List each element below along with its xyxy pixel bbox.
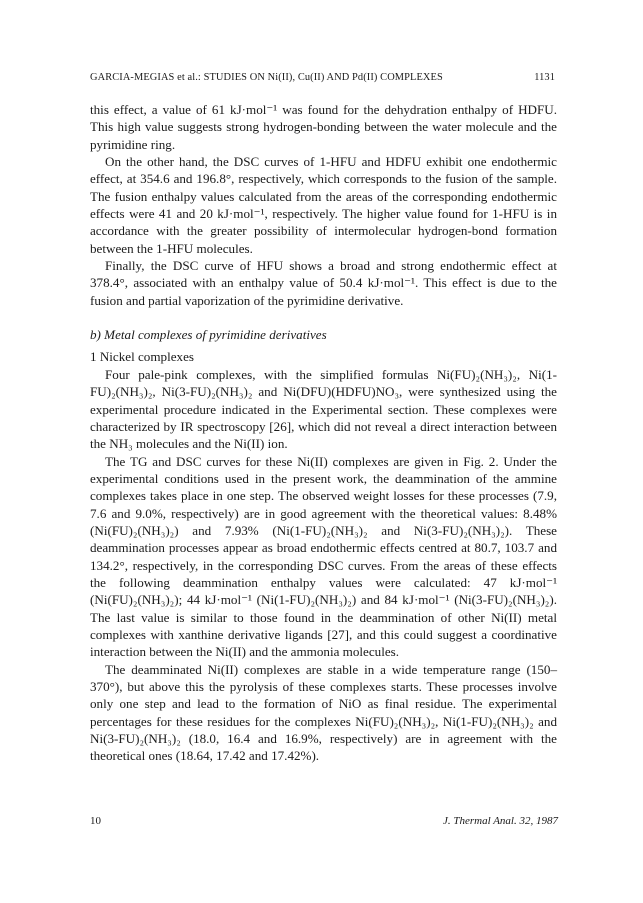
section-heading: b) Metal complexes of pyrimidine derivatives (90, 327, 327, 343)
article-body (90, 101, 557, 765)
paragraph-synthesis: Four pale-pink complexes, with the simplified formulas Ni(FU)₂(NH₃)₂, Ni(1-FU)₂(NH₃)₂, Ni(3-FU)₂(NH₃)₂ and Ni(DFU)(HDFU)NO₃, were synthesized using the experimental procedure indicated in the Experimental section. These complexes were characterized by IR spectroscopy [26], which did not reveal a direct interaction between the NH₃ molecules and the Ni(II) ion. (90, 366, 557, 452)
page-number: 1131 (534, 72, 555, 83)
running-title: GARCIA-MEGIAS et al.: STUDIES ON Ni(II), Cu(II) AND Pd(II) COMPLEXES (90, 72, 443, 83)
journal-citation: J. Thermal Anal. 32, 1987 (443, 815, 558, 827)
subsection-heading: 1 Nickel complexes (90, 349, 194, 365)
paragraph-tg-dsc: The TG and DSC curves for these Ni(II) complexes are given in Fig. 2. Under the experimental conditions used in the present work, the deammination of the ammine complexes takes place in one step. The observed weight losses for these processes (7.9, 7.6 and 9.0%, respectively) are in good agreement with the theoretical values: 8.48% (Ni(FU)₂(NH₃)₂) and 7.93% (Ni(1-FU)₂(NH₃)₂ and Ni(3-FU)₂(NH₃)₂). These deammination processes appear as broad endothermic effects centred at 80.7, 103.7 and 134.2°, respectively, in the corresponding DSC curves. From the areas of these effects the following deammination enthalpy values were calculated: 47 kJ·mol⁻¹ (Ni(FU)₂(NH₃)₂); 44 kJ·mol⁻¹ (Ni(1-FU)₂(NH₃)₂) and 84 kJ·mol⁻¹ (Ni(3-FU)₂(NH₃)₂). The last value is similar to those found in the deammination of other Ni(II) metal complexes with xanthine derivative ligands [27], and this could suggest a coordinative interaction between the Ni(II) and the ammonia molecules. (90, 453, 557, 660)
paragraph-pyrolysis: The deamminated Ni(II) complexes are stable in a wide temperature range (150–370°), but above this the pyrolysis of these complexes starts. These processes involve only one step and lead to the formation of NiO as final residue. The experimental percentages for these residues for the complexes Ni(FU)₂(NH₃)₂, Ni(1-FU)₂(NH₃)₂ and Ni(3-FU)₂(NH₃)₂ (18.0, 16.4 and 16.9%, respectively) are in agreement with the theoretical ones (18.64, 17.42 and 17.42%). (90, 661, 557, 764)
running-header (90, 72, 555, 83)
page-footer (90, 815, 558, 827)
paragraph-hfu: Finally, the DSC curve of HFU shows a broad and strong endothermic effect at 378.4°, associated with an enthalpy value of 50.4 kJ·mol⁻¹. This effect is due to the fusion and partial vaporization of the pyrimidine derivative. (90, 258, 557, 308)
footer-page-index: 10 (90, 815, 101, 827)
paragraph-fusion: On the other hand, the DSC curves of 1-HFU and HDFU exhibit one endothermic effect, at 354.6 and 196.8°, respectively, which corresponds to the fusion of the sample. The fusion enthalpy values calculated from the areas of the corresponding endothermic effects were 41 and 20 kJ·mol⁻¹, respectively. The higher value found for 1-HFU is in accordance with the greater possibility of intermolecular hydrogen-bond formation between the 1-HFU molecules. (90, 154, 557, 256)
paragraph-dehydration: this effect, a value of 61 kJ·mol⁻¹ was found for the dehydration enthalpy of HDFU. This high value suggests strong hydrogen-bonding between the water molecule and the pyrimidine ring. (90, 102, 557, 152)
